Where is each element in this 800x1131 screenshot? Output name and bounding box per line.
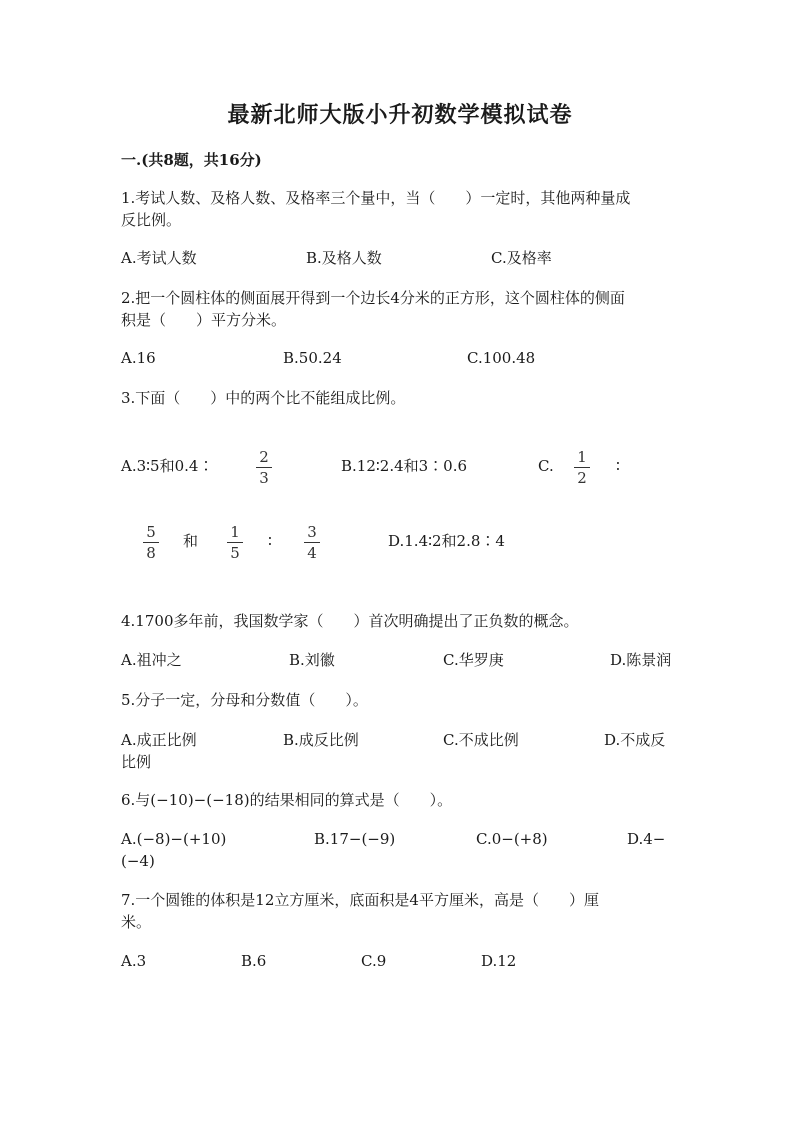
q4-option-c[interactable]: C.华罗庚 — [443, 651, 504, 669]
q4-option-d[interactable]: D.陈景润 — [610, 651, 672, 669]
q3-option-d[interactable]: D.1.4∶2和2.8∶4 — [388, 532, 505, 550]
page-title: 最新北师大版小升初数学模拟试卷 — [227, 102, 573, 128]
fraction-denominator: 5 — [230, 544, 240, 562]
q1-option-a[interactable]: A.考试人数 — [121, 249, 197, 267]
q3-option-c-fraction-4 — [301, 523, 323, 562]
fraction-bar — [256, 467, 272, 468]
fraction-bar — [304, 542, 320, 543]
q2-option-b[interactable]: B.50.24 — [283, 349, 342, 367]
q5-option-d[interactable]: D.不成反 — [604, 731, 666, 749]
q6-text-line1: 6.与(−10)−(−18)的结果相同的算式是（ ）。 — [121, 791, 453, 809]
section-heading: 一.(共8题，共16分) — [121, 151, 262, 169]
q1-option-b[interactable]: B.及格人数 — [306, 249, 382, 267]
fraction-denominator: 2 — [577, 469, 587, 487]
q1-text-line2: 反比例。 — [121, 211, 182, 229]
fraction-bar — [574, 467, 590, 468]
q6-option-a[interactable]: A.(−8)−(+10) — [121, 830, 227, 848]
q3-option-c-colon: ∶ — [616, 457, 620, 475]
q2-option-a[interactable]: A.16 — [121, 349, 156, 367]
q4-option-b[interactable]: B.刘徽 — [289, 651, 335, 669]
q4-option-a[interactable]: A.祖冲之 — [121, 651, 182, 669]
q1-text-line1: 1.考试人数、及格人数、及格率三个量中，当（ ）一定时，其他两种量成 — [121, 189, 631, 207]
q3-option-b[interactable]: B.12∶2.4和3∶0.6 — [341, 457, 468, 475]
q2-option-c[interactable]: C.100.48 — [467, 349, 536, 367]
fraction-denominator: 8 — [146, 544, 156, 562]
q7-text-line1: 7.一个圆锥的体积是12立方厘米，底面积是4平方厘米，高是（ ）厘 — [121, 891, 599, 909]
q5-option-a[interactable]: A.成正比例 — [121, 731, 197, 749]
q3-option-c-fraction-2 — [140, 523, 162, 562]
q3-option-c[interactable]: C. — [538, 457, 554, 475]
q3-option-a[interactable]: A.3∶5和0.4∶ — [121, 457, 214, 475]
q3-option-a-fraction — [253, 448, 275, 487]
q4-text-line1: 4.1700多年前，我国数学家（ ）首次明确提出了正负数的概念。 — [121, 612, 579, 630]
q1-option-c[interactable]: C.及格率 — [491, 249, 552, 267]
fraction-numerator: 5 — [146, 523, 156, 541]
q7-option-b[interactable]: B.6 — [241, 952, 267, 970]
q7-option-d[interactable]: D.12 — [481, 952, 517, 970]
fraction-bar — [143, 542, 159, 543]
q5-option-b[interactable]: B.成反比例 — [283, 731, 359, 749]
q5-text-line1: 5.分子一定，分母和分数值（ ）。 — [121, 691, 368, 709]
fraction-numerator: 1 — [577, 448, 587, 466]
q7-option-a[interactable]: A.3 — [121, 952, 147, 970]
q6-option-c[interactable]: C.0−(+8) — [476, 830, 548, 848]
q6-option-d-wrap: (−4) — [121, 852, 155, 870]
q3-text-line1: 3.下面（ ）中的两个比不能组成比例。 — [121, 389, 406, 407]
q7-option-c[interactable]: C.9 — [361, 952, 387, 970]
q5-option-d-wrap: 比例 — [121, 753, 152, 771]
q2-text-line1: 2.把一个圆柱体的侧面展开得到一个边长4分米的正方形，这个圆柱体的侧面 — [121, 289, 625, 307]
fraction-bar — [227, 542, 243, 543]
q3-option-c-and: 和 — [183, 532, 199, 550]
q3-option-c-colon-2: ∶ — [268, 532, 272, 550]
q3-option-c-fraction-3 — [224, 523, 246, 562]
fraction-denominator: 4 — [307, 544, 317, 562]
q3-option-c-fraction — [571, 448, 593, 487]
fraction-denominator: 3 — [259, 469, 269, 487]
fraction-numerator: 1 — [230, 523, 240, 541]
fraction-numerator: 2 — [259, 448, 269, 466]
q6-option-b[interactable]: B.17−(−9) — [314, 830, 396, 848]
fraction-numerator: 3 — [307, 523, 317, 541]
q5-option-c[interactable]: C.不成比例 — [443, 731, 519, 749]
q6-option-d[interactable]: D.4− — [627, 830, 666, 848]
q7-text-line2: 米。 — [121, 913, 152, 931]
q2-text-line2: 积是（ ）平方分米。 — [121, 311, 287, 329]
